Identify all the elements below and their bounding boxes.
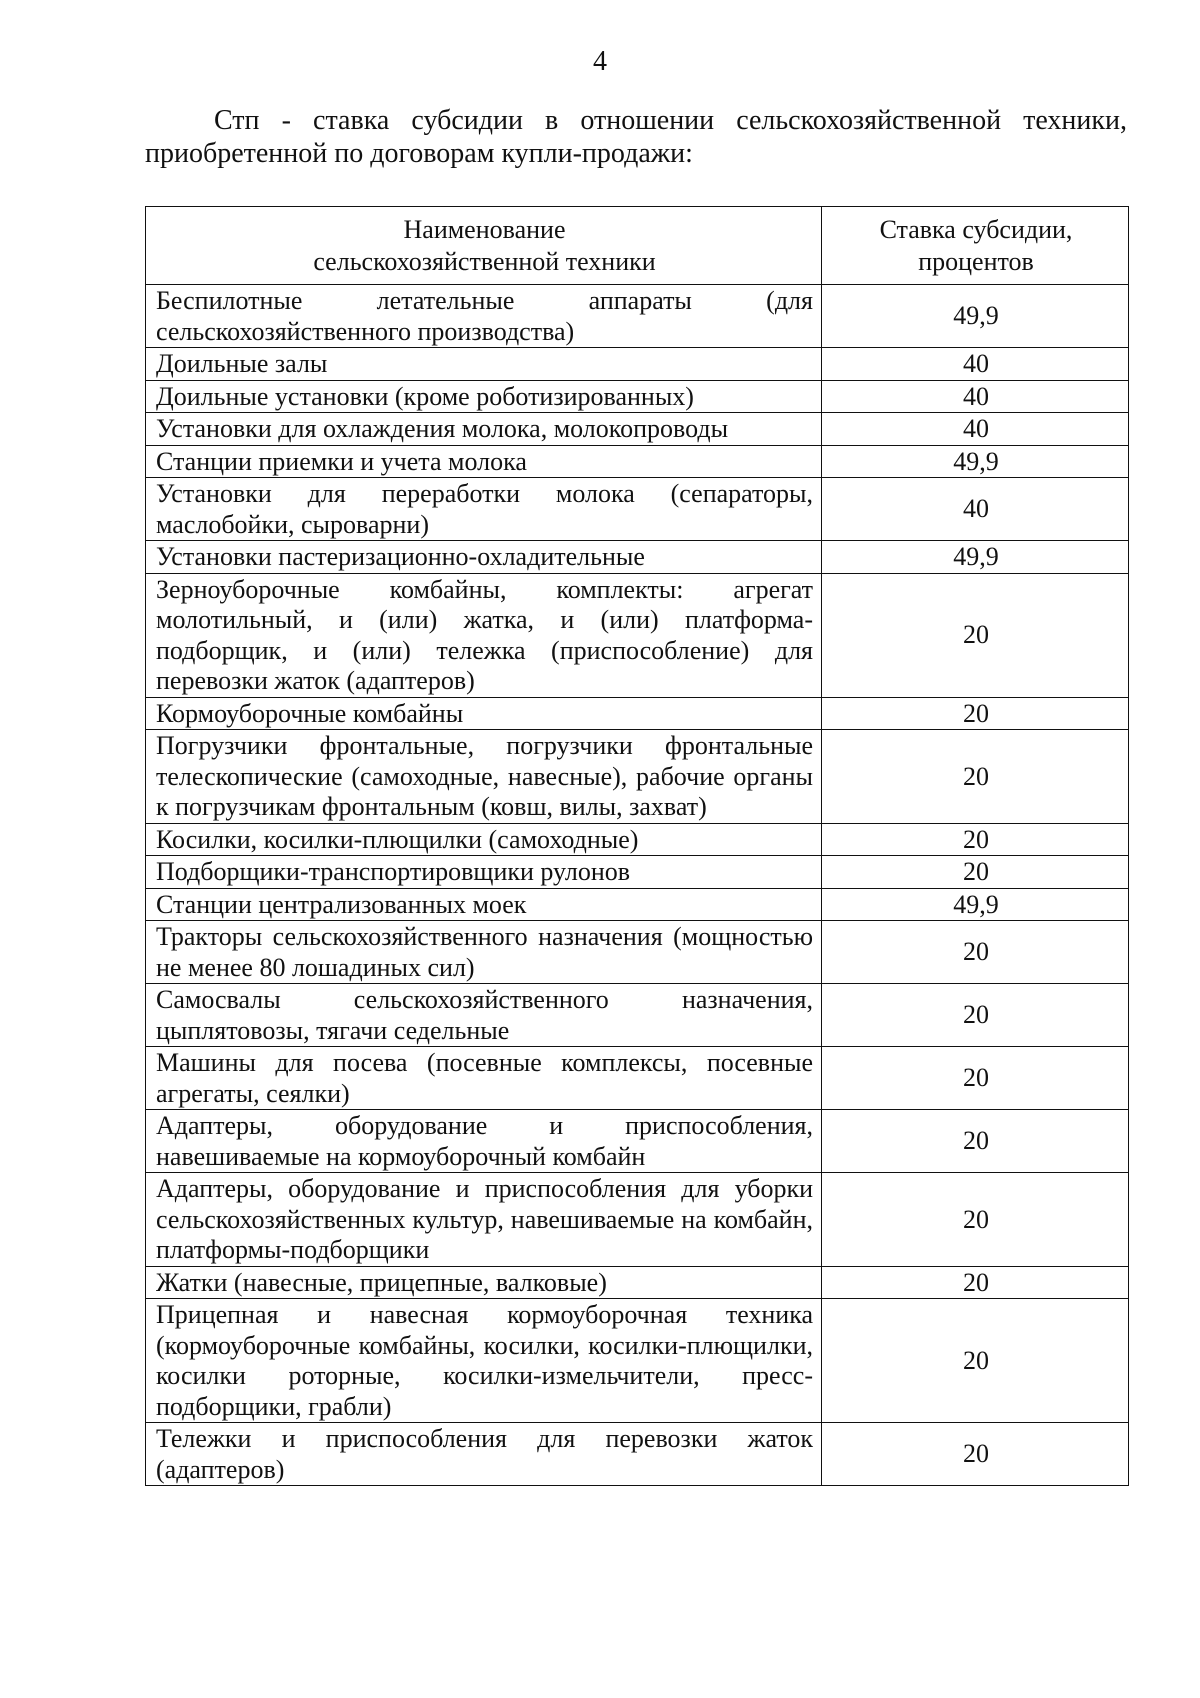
table-row	[146, 478, 1129, 541]
subsidy-rate-cell: 20	[822, 1173, 1129, 1267]
subsidy-rate-cell: 20	[822, 1047, 1129, 1110]
subsidy-rate-cell: 20	[822, 697, 1129, 730]
subsidy-rate-cell: 20	[822, 1299, 1129, 1423]
equipment-name-cell: Тележки и приспособления для перевозки жаток (адаптеров)	[146, 1423, 822, 1486]
intro-line-1: Стп - ставка субсидии в отношении сельскохозяйственной техники,	[214, 105, 1127, 136]
table-row	[146, 541, 1129, 574]
header-name-line-1: Наименование	[403, 215, 566, 244]
table-row	[146, 380, 1129, 413]
equipment-name-cell: Косилки, косилки-плющилки (самоходные)	[146, 823, 822, 856]
table-row	[146, 856, 1129, 889]
subsidy-rate-cell: 20	[822, 1110, 1129, 1173]
header-rate-line-2: процентов	[918, 247, 1034, 276]
subsidy-rate-cell: 40	[822, 478, 1129, 541]
table-row	[146, 445, 1129, 478]
subsidy-rates-table	[145, 206, 1129, 1486]
table-row	[146, 1173, 1129, 1267]
header-subsidy-rate	[822, 207, 1129, 285]
equipment-name-cell: Беспилотные летательные аппараты (для сельскохозяйственного производства)	[146, 285, 822, 348]
table-row	[146, 1299, 1129, 1423]
equipment-name-cell: Тракторы сельскохозяйственного назначения (мощностью не менее 80 лошадиных сил)	[146, 921, 822, 984]
subsidy-rate-cell: 20	[822, 1423, 1129, 1486]
equipment-name-cell: Станции приемки и учета молока	[146, 445, 822, 478]
page-number: 4	[593, 46, 607, 77]
subsidy-rate-cell: 40	[822, 413, 1129, 446]
table-row	[146, 1423, 1129, 1486]
header-name-line-2: сельскохозяйственной техники	[313, 247, 656, 276]
equipment-name-cell: Зерноуборочные комбайны, комплекты: агрегат молотильный, и (или) жатка, и (или) платформа-подборщик, и (или) тележка (приспособление) для перевозки жаток (адаптеров)	[146, 573, 822, 697]
equipment-name-cell: Погрузчики фронтальные, погрузчики фронтальные телескопические (самоходные, навесные), рабочие органы к погрузчикам фронтальным (ковш, вилы, захват)	[146, 730, 822, 824]
subsidy-rate-cell: 20	[822, 573, 1129, 697]
equipment-name-cell: Доильные установки (кроме роботизированных)	[146, 380, 822, 413]
subsidy-rate-cell: 40	[822, 348, 1129, 381]
table-header-row	[146, 207, 1129, 285]
subsidy-rate-cell: 20	[822, 984, 1129, 1047]
intro-paragraph	[145, 104, 1127, 170]
subsidy-rate-cell: 20	[822, 921, 1129, 984]
equipment-name-cell: Адаптеры, оборудование и приспособления для уборки сельскохозяйственных культур, навешиваемые на комбайн, платформы-подборщики	[146, 1173, 822, 1267]
table-row	[146, 413, 1129, 446]
subsidy-rate-cell: 20	[822, 823, 1129, 856]
subsidy-rate-cell: 20	[822, 730, 1129, 824]
equipment-name-cell: Установки для охлаждения молока, молокопроводы	[146, 413, 822, 446]
table-row	[146, 823, 1129, 856]
subsidy-rate-cell: 20	[822, 1266, 1129, 1299]
equipment-name-cell: Самосвалы сельскохозяйственного назначения, цыплятовозы, тягачи седельные	[146, 984, 822, 1047]
table-row	[146, 697, 1129, 730]
subsidy-rate-cell: 49,9	[822, 888, 1129, 921]
table-row	[146, 730, 1129, 824]
table-row	[146, 888, 1129, 921]
table-row	[146, 285, 1129, 348]
equipment-name-cell: Подборщики-транспортировщики рулонов	[146, 856, 822, 889]
equipment-name-cell: Машины для посева (посевные комплексы, посевные агрегаты, сеялки)	[146, 1047, 822, 1110]
subsidy-rate-cell: 40	[822, 380, 1129, 413]
table-row	[146, 1047, 1129, 1110]
equipment-name-cell: Установки пастеризационно-охладительные	[146, 541, 822, 574]
intro-line-2: приобретенной по договорам купли-продажи:	[145, 138, 693, 169]
subsidy-rate-cell: 49,9	[822, 541, 1129, 574]
subsidy-rate-cell: 49,9	[822, 445, 1129, 478]
equipment-name-cell: Установки для переработки молока (сепараторы, маслобойки, сыроварни)	[146, 478, 822, 541]
table-row	[146, 1266, 1129, 1299]
table-row	[146, 921, 1129, 984]
table-row	[146, 348, 1129, 381]
table-row	[146, 573, 1129, 697]
header-rate-line-1: Ставка субсидии,	[879, 215, 1073, 244]
subsidy-rate-cell: 49,9	[822, 285, 1129, 348]
table-row	[146, 984, 1129, 1047]
equipment-name-cell: Кормоуборочные комбайны	[146, 697, 822, 730]
equipment-name-cell: Адаптеры, оборудование и приспособления, навешиваемые на кормоуборочный комбайн	[146, 1110, 822, 1173]
subsidy-rate-cell: 20	[822, 856, 1129, 889]
equipment-name-cell: Станции централизованных моек	[146, 888, 822, 921]
header-equipment-name	[146, 207, 822, 285]
equipment-name-cell: Доильные залы	[146, 348, 822, 381]
equipment-name-cell: Прицепная и навесная кормоуборочная техника (кормоуборочные комбайны, косилки, косилки-плющилки, косилки роторные, косилки-измельчители, пресс-подборщики, грабли)	[146, 1299, 822, 1423]
equipment-name-cell: Жатки (навесные, прицепные, валковые)	[146, 1266, 822, 1299]
table-row	[146, 1110, 1129, 1173]
